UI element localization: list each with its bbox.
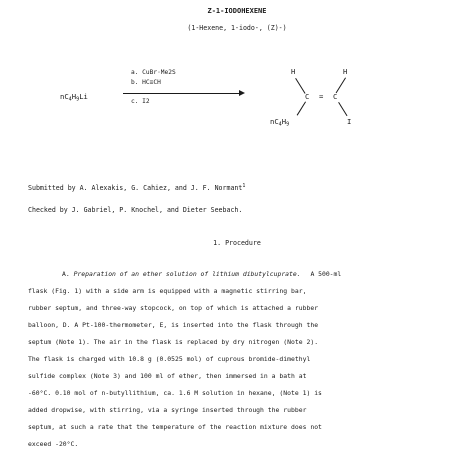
procedure-line-8: added dropwise, with stirring, via a syringe inserted through the rubber xyxy=(28,406,307,414)
bond-h-c2 xyxy=(336,77,346,93)
condition-c: c. I2 xyxy=(131,98,150,105)
product-h-right: H xyxy=(343,67,348,76)
procedure-line-2: rubber septum, and three-way stopcock, on top of which is attached a rubber xyxy=(28,304,319,312)
footnote-marker: 1 xyxy=(242,183,246,189)
procedure-line-1: flask (Fig. 1) with a side arm is equipped with a magnetic stirring bar, xyxy=(28,287,307,295)
product-h-left: H xyxy=(291,67,296,76)
product-carbon-1: C xyxy=(305,92,310,101)
procedure-part-a: A. Preparation of an ether solution of lithium dibutylcuprate. A 500-ml xyxy=(62,270,342,278)
condition-b: b. HC≡CH xyxy=(131,79,161,86)
condition-a: a. CuBr·Me2S xyxy=(131,69,176,76)
procedure-line-4: septum (Note 1). The air in the flask is replaced by dry nitrogen (Note 2). xyxy=(28,338,319,346)
procedure-line-10: exceed -20°C. xyxy=(28,440,79,448)
procedure-line-5: The flask is charged with 10.8 g (0.0525 mol) of cuprous bromide-dimethyl xyxy=(28,355,311,363)
product-butyl: $nC_4H_9$ xyxy=(270,117,290,128)
procedure-line-9: septum, at such a rate that the temperature of the reaction mixture does not xyxy=(28,423,322,431)
procedure-line-7: -60°C. 0.10 mol of n-butyllithium, ca. 1.6 M solution in hexane, (Note 1) is xyxy=(28,389,322,397)
reaction-arrow xyxy=(123,93,243,94)
procedure-line-6: sulfide complex (Note 3) and 100 ml of ether, then immersed in a bath at xyxy=(28,372,307,380)
procedure-line-0: A 500-ml xyxy=(310,270,342,278)
bond-c2-iodine xyxy=(338,102,347,116)
submitted-by: Submitted by A. Alexakis, G. Cahiez, and J. F. Normant$^1$ xyxy=(28,183,246,193)
section-heading: 1. Procedure xyxy=(213,239,261,247)
procedure-line-3: balloon, D. A Pt-100-thermometer, E, is inserted into the flask through the xyxy=(28,321,319,329)
product-iodine: I xyxy=(347,117,352,126)
compound-title: Z-1-IODOHEXENE xyxy=(207,7,267,15)
reactant-formula: $nC_4H_9Li$ xyxy=(60,92,88,103)
bond-c1-butyl xyxy=(297,101,306,115)
bond-h-c1 xyxy=(295,78,305,94)
compound-index-name: (1-Hexene, 1-iodo-, (Z)-) xyxy=(187,24,287,32)
part-a-title: Preparation of an ether solution of lithium dibutylcuprate. xyxy=(73,270,301,278)
product-carbon-2: C xyxy=(333,92,338,101)
double-bond: = xyxy=(319,92,324,101)
checked-by: Checked by J. Gabriel, P. Knochel, and Dieter Seebach. xyxy=(28,206,243,214)
